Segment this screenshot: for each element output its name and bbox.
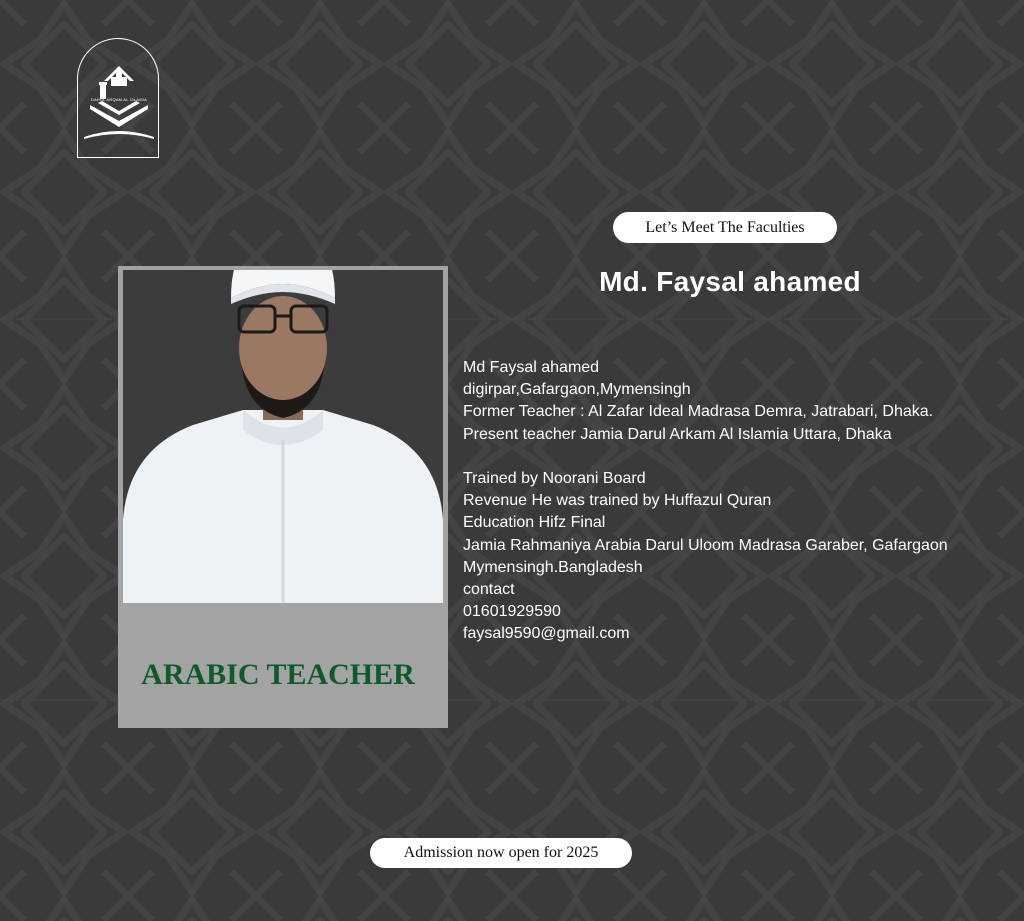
bio-line: Former Teacher : Al Zafar Ideal Madrasa Demra, Jatrabari, Dhaka. — [463, 403, 934, 421]
teacher-name-heading: Md. Faysal ahamed — [599, 266, 861, 297]
bio-line: contact — [463, 581, 515, 599]
bio-line: Present teacher Jamia Darul Arkam Al Islamia Uttara, Dhaka — [463, 425, 892, 443]
teacher-bio — [463, 357, 1018, 646]
role-label: ARABIC TEACHER — [141, 658, 415, 691]
teacher-portrait — [123, 270, 443, 603]
admission-banner: Admission now open for 2025 — [370, 838, 632, 868]
logo-caption: DARUL ARQAM AL ISLAMIA — [91, 97, 147, 102]
bio-line: digirpar,Gafargaon,Mymensingh — [463, 381, 691, 399]
bio-line: Revenue He was trained by Huffazul Quran — [463, 492, 772, 510]
madrasa-logo — [77, 38, 159, 158]
contact-phone: 01601929590 — [463, 603, 561, 621]
contact-email: faysal9590@gmail.com — [463, 625, 630, 643]
portrait-illustration — [123, 270, 443, 603]
bio-spacer — [463, 446, 1018, 468]
bio-line: Mymensingh.Bangladesh — [463, 558, 643, 576]
faculties-tagline: Let’s Meet The Faculties — [613, 212, 837, 243]
profile-card — [118, 266, 448, 728]
bio-line: Education Hifz Final — [463, 514, 606, 532]
bio-line: Md Faysal ahamed — [463, 359, 600, 376]
bio-line: Jamia Rahmaniya Arabia Darul Uloom Madrasa Garaber, Gafargaon — [463, 536, 948, 554]
bio-line: Trained by Noorani Board — [463, 470, 646, 487]
